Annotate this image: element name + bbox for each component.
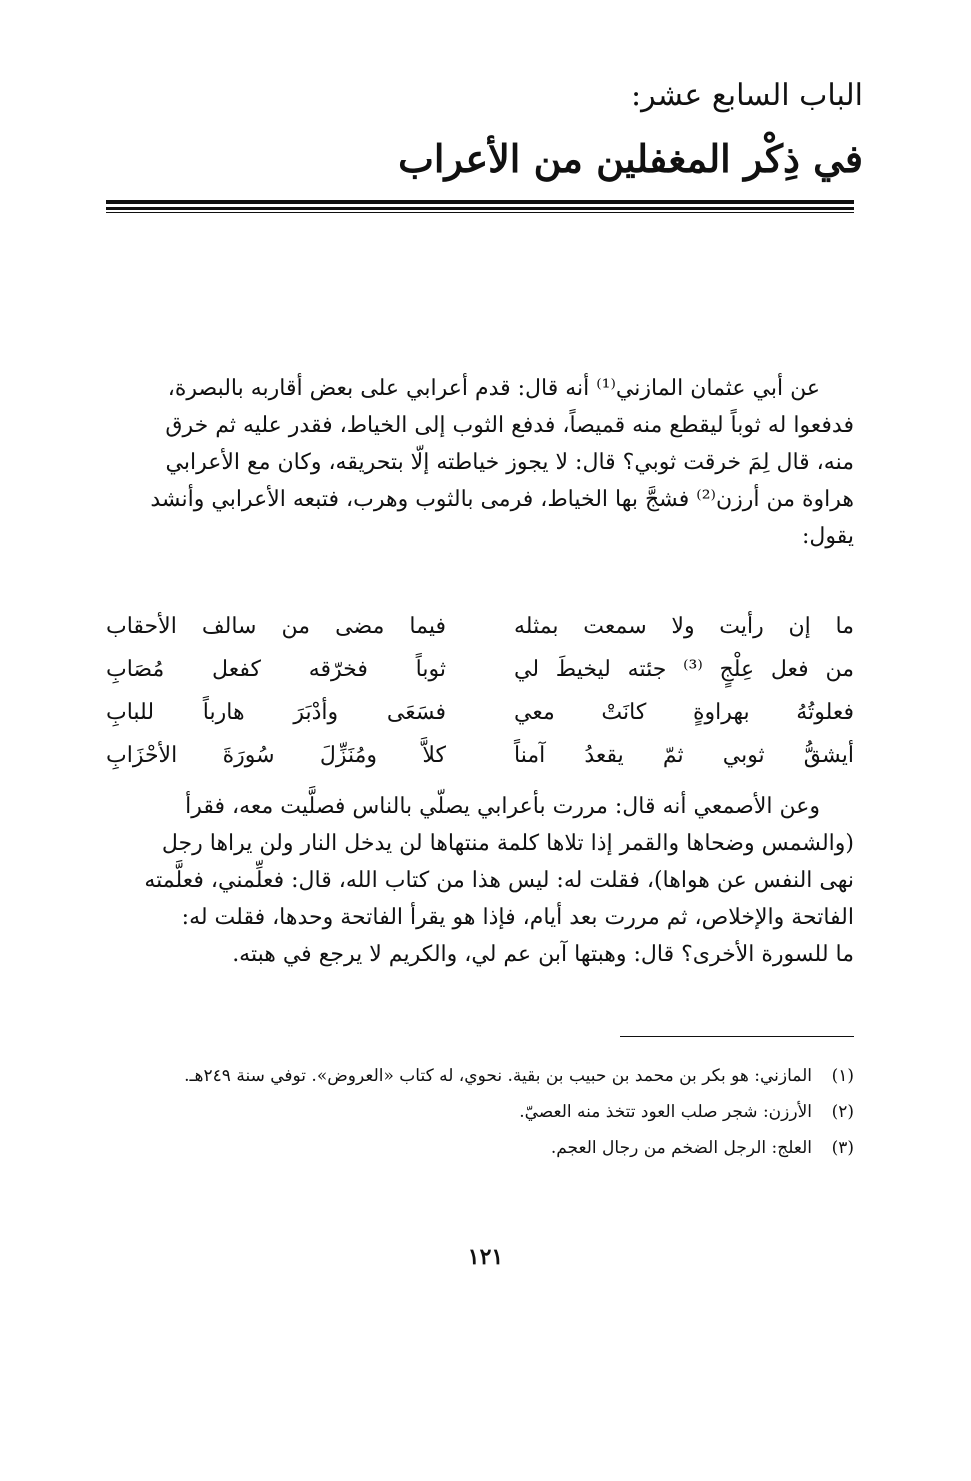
footnote-number: (٣): [831, 1138, 854, 1158]
prose-line: نهى النفس عن هواها)، فقلت له: ليس هذا من كتاب الله، قال: فعلِّمني، فعلَّمته: [144, 868, 854, 893]
footnote-number: (٢): [831, 1102, 854, 1122]
verse-second-hemistich: كلاَّ ومُنَزِّلَ سُورَةَ الأحْزَابِ: [106, 743, 446, 768]
footnote: [106, 1098, 854, 1126]
footnote: [106, 1134, 854, 1162]
verse-first-hemistich: فعلوتُهُ بهراوةٍ كانَتْ معي: [514, 700, 854, 725]
chapter-title: في ذِكْر المغفلين من الأعراب: [398, 136, 863, 181]
prose-line: فدفعوا له ثوباً ليقطع منه قميصاً، فدفع الثوب إلى الخياط، فقدر عليه ثم خرق: [165, 413, 854, 438]
title-rule-thin: [106, 212, 854, 213]
verse-first-hemistich: من فعل عِلْجٍ ⁽³⁾ جئته ليخيطَ لي: [514, 657, 854, 682]
title-rule-medium: [106, 207, 854, 210]
poem-verse: [106, 734, 854, 777]
poem-verse: [106, 691, 854, 734]
verse-second-hemistich: ثوباً فخرّقه كفعل مُصَابِ: [106, 657, 446, 682]
prose-line: وعن الأصمعي أنه قال: مررت بأعرابي يصلّي بالناس فصلَّيت معه، فقرأ: [185, 794, 820, 819]
title-rule-thick: [106, 200, 854, 204]
verse-first-hemistich: ما إن رأيت ولا سمعت بمثله: [514, 614, 854, 639]
footnotes: [106, 1062, 854, 1170]
paragraph-asmai: [106, 788, 854, 973]
chapter-label: الباب السابع عشر:: [630, 78, 863, 113]
prose-line: منه، قال لِمَ خرقت ثوبي؟ قال: لا يجوز خياطته إلّا بتحريقه، وكان مع الأعرابي: [165, 450, 854, 475]
poem-verse: [106, 605, 854, 648]
poem: [106, 605, 854, 777]
footnote-text: العلج: الرجل الضخم من رجال العجم.: [550, 1138, 812, 1158]
footnote-text: المازني: هو بكر بن محمد بن حبيب بن بقية. نحوي، له كتاب «العروض». توفي سنة ٢٤٩هـ.: [184, 1066, 812, 1086]
footnote-number: (١): [831, 1066, 854, 1086]
prose-line: عن أبي عثمان المازني⁽¹⁾ أنه قال: قدم أعرابي على بعض أقاربه بالبصرة،: [167, 376, 820, 401]
prose-line: (والشمس وضحاها والقمر إذا تلاها كلمة منتهاها لن يدخل النار ولن يراها رجل: [161, 831, 854, 856]
verse-second-hemistich: فيما مضى من سالف الأحقاب: [106, 614, 446, 639]
footnote: [106, 1062, 854, 1090]
poem-verse: [106, 648, 854, 691]
page-number: ١٢١: [467, 1244, 504, 1270]
footnote-text: الأرزن: شجر صلب العود تتخذ منه العصيّ.: [519, 1102, 812, 1122]
prose-line: هراوة من أرزن⁽²⁾ فشجَّ بها الخياط، فرمى بالثوب وهرب، فتبعه الأعرابي وأنشد: [150, 487, 854, 512]
verse-second-hemistich: فسَعَى وأدْبَرَ هارباً للبابِ: [106, 700, 446, 725]
paragraph-mazini: [106, 370, 854, 555]
prose-line: الفاتحة والإخلاص، ثم مررت بعد أيام، فإذا هو يقرأ الفاتحة وحدها، فقلت له:: [181, 905, 854, 930]
prose-line: يقول:: [801, 524, 854, 549]
footnote-divider: [620, 1036, 854, 1037]
prose-line: ما للسورة الأخرى؟ قال: وهبتها آبن عم لي، والكريم لا يرجع في هبته.: [232, 942, 854, 967]
verse-first-hemistich: أيشقُّ ثوبي ثمّ يقعدُ آمناً: [514, 743, 854, 768]
